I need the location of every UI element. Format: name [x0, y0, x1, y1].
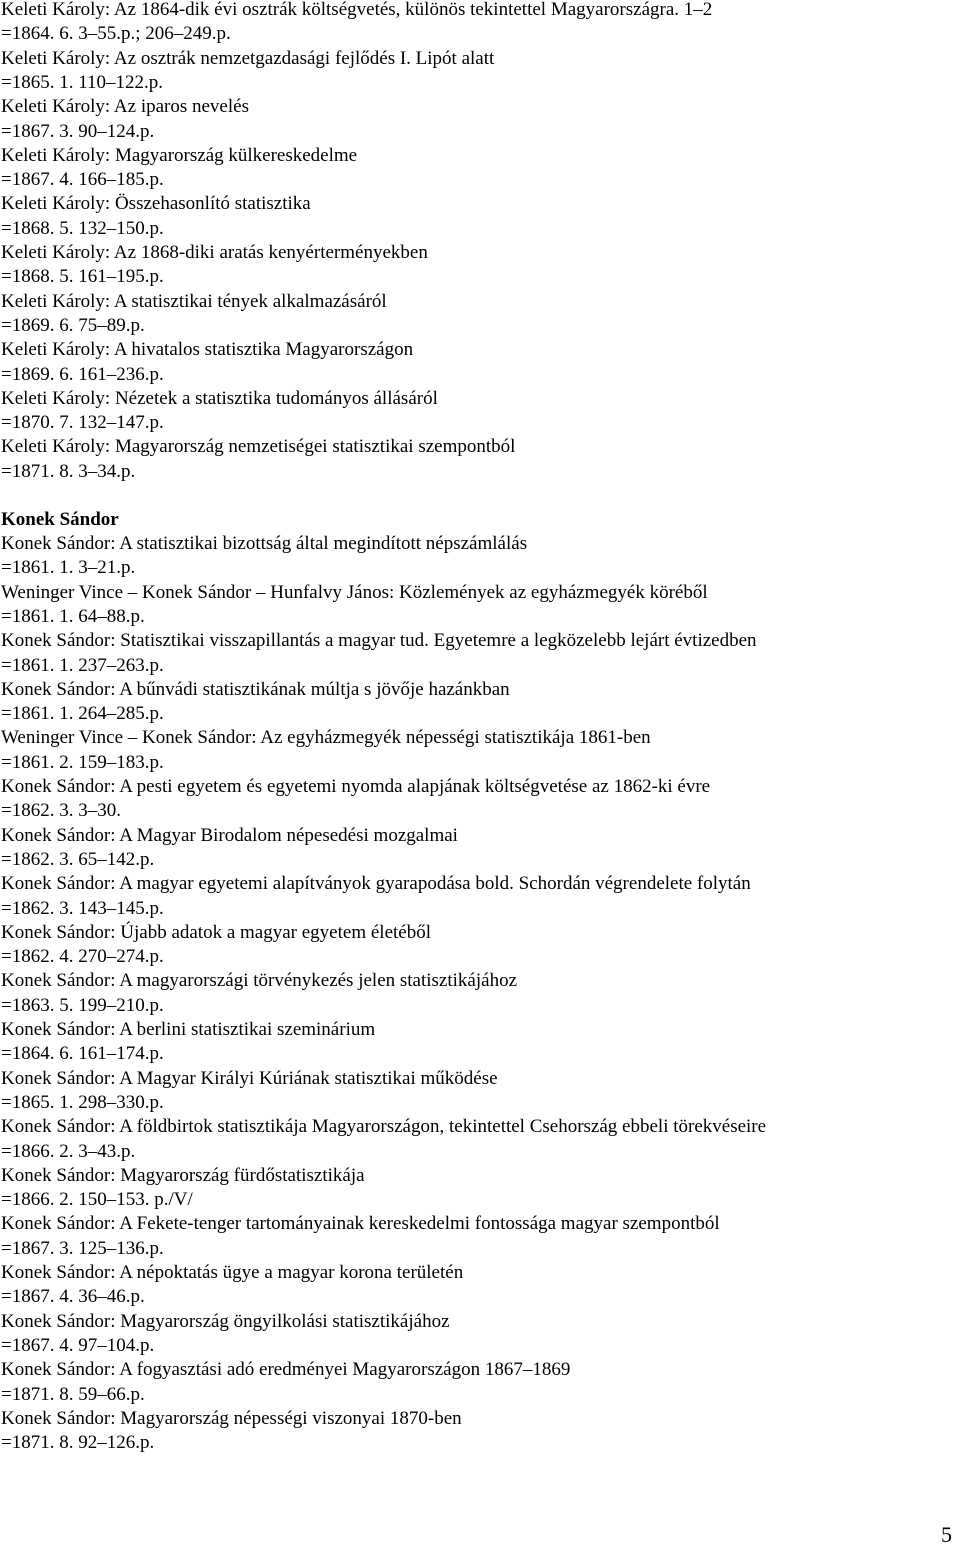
entry-reference: =1861. 2. 159–183.p. — [1, 751, 164, 773]
entry-title: Keleti Károly: A statisztikai tények alkalmazásáról — [1, 290, 387, 312]
entry-reference: =1871. 8. 92–126.p. — [1, 1432, 155, 1454]
entry-title: Konek Sándor: Statisztikai visszapillantás a magyar tud. Egyetemre a legközelebb lejárt évtizedben — [1, 630, 757, 652]
entry-title: Keleti Károly: Magyarország külkereskedelme — [1, 144, 358, 166]
entry-title: Weninger Vince – Konek Sándor – Hunfalvy János: Közlemények az egyházmegyék köréből — [1, 581, 708, 603]
section-heading: Konek Sándor — [1, 509, 119, 530]
entry-title: Konek Sándor: A földbirtok statisztikája Magyarországon, tekintettel Csehország ebbeli törekvéseire — [1, 1116, 767, 1138]
entry-reference: =1867. 3. 125–136.p. — [1, 1237, 164, 1259]
entry-title: Konek Sándor: Magyarország fürdőstatisztikája — [1, 1164, 365, 1186]
entry-title: Keleti Károly: Magyarország nemzetiségei statisztikai szempontból — [1, 436, 516, 458]
entry-title: Konek Sándor: A statisztikai bizottság által megindított népszámlálás — [1, 533, 528, 554]
entry-reference: =1867. 4. 97–104.p. — [1, 1334, 155, 1356]
entry-title: Keleti Károly: Az 1864-dik évi osztrák költségvetés, különös tekintettel Magyarországra. 1–2 — [1, 0, 713, 20]
entry-reference: =1867. 4. 36–46.p. — [1, 1286, 145, 1308]
entry-reference: =1861. 1. 3–21.p. — [1, 557, 136, 579]
entry-title: Konek Sándor: A népoktatás ügye a magyar korona területén — [1, 1262, 464, 1283]
entry-reference: =1864. 6. 3–55.p.; 206–249.p. — [1, 23, 231, 45]
entry-title: Konek Sándor: A Magyar Királyi Kúriának statisztikai működése — [1, 1067, 498, 1089]
entry-reference: =1866. 2. 150–153. p./V/ — [1, 1189, 193, 1211]
entry-reference: =1868. 5. 132–150.p. — [1, 217, 164, 239]
entry-title: Konek Sándor: A fogyasztási adó eredményei Magyarországon 1867–1869 — [1, 1359, 571, 1381]
entry-title: Keleti Károly: A hivatalos statisztika Magyarországon — [1, 339, 414, 361]
entry-reference: =1869. 6. 75–89.p. — [1, 314, 145, 336]
entry-reference: =1861. 1. 64–88.p. — [1, 605, 145, 627]
entry-title: Konek Sándor: Magyarország népességi viszonyai 1870-ben — [1, 1407, 462, 1429]
entry-reference: =1865. 1. 298–330.p. — [1, 1091, 164, 1113]
entry-reference: =1863. 5. 199–210.p. — [1, 994, 164, 1016]
entry-reference: =1862. 4. 270–274.p. — [1, 946, 164, 968]
entry-reference: =1862. 3. 65–142.p. — [1, 848, 155, 870]
entry-title: Konek Sándor: A magyarországi törvénykezés jelen statisztikájához — [1, 970, 518, 992]
entry-title: Konek Sándor: A magyar egyetemi alapítványok gyarapodása bold. Schordán végrendelete folytán — [1, 873, 751, 895]
entry-title: Konek Sándor: A Magyar Birodalom népesedési mozgalmai — [1, 824, 458, 846]
entry-reference: =1868. 5. 161–195.p. — [1, 266, 164, 288]
entry-reference: =1864. 6. 161–174.p. — [1, 1043, 164, 1065]
entry-reference: =1861. 1. 264–285.p. — [1, 703, 164, 725]
entry-reference: =1871. 8. 3–34.p. — [1, 460, 136, 482]
entry-title: Konek Sándor: Magyarország öngyilkolási statisztikájához — [1, 1310, 450, 1332]
entry-title: Weninger Vince – Konek Sándor: Az egyházmegyék népességi statisztikája 1861-ben — [1, 727, 651, 749]
entry-reference: =1867. 3. 90–124.p. — [1, 120, 155, 142]
entry-title: Konek Sándor: A Fekete-tenger tartományainak kereskedelmi fontossága magyar szempontból — [1, 1213, 720, 1235]
entry-reference: =1861. 1. 237–263.p. — [1, 654, 164, 676]
entry-title: Keleti Károly: Összehasonlító statisztika — [1, 193, 311, 215]
entry-title: Konek Sándor: A berlini statisztikai szeminárium — [1, 1019, 376, 1040]
entry-title: Keleti Károly: Az iparos nevelés — [1, 96, 249, 118]
entry-title: Keleti Károly: Nézetek a statisztika tudományos állásáról — [1, 387, 438, 409]
entry-reference: =1862. 3. 143–145.p. — [1, 897, 164, 919]
entry-title: Konek Sándor: A pesti egyetem és egyetemi nyomda alapjának költségvetése az 1862-ki évre — [1, 776, 711, 797]
entry-reference: =1866. 2. 3–43.p. — [1, 1140, 136, 1162]
entry-title: Konek Sándor: Újabb adatok a magyar egyetem életéből — [1, 921, 431, 943]
entry-title: Konek Sándor: A bűnvádi statisztikának múltja s jövője hazánkban — [1, 678, 510, 700]
entry-reference: =1869. 6. 161–236.p. — [1, 363, 164, 385]
entry-reference: =1870. 7. 132–147.p. — [1, 412, 164, 434]
entry-reference: =1871. 8. 59–66.p. — [1, 1383, 145, 1405]
entry-reference: =1862. 3. 3–30. — [1, 800, 121, 822]
page-number: 5 — [941, 1522, 952, 1547]
entry-title: Keleti Károly: Az 1868-diki aratás kenyérterményekben — [1, 242, 428, 263]
entry-reference: =1867. 4. 166–185.p. — [1, 169, 164, 191]
entry-reference: =1865. 1. 110–122.p. — [1, 71, 164, 93]
entry-title: Keleti Károly: Az osztrák nemzetgazdasági fejlődés I. Lipót alatt — [1, 47, 495, 69]
